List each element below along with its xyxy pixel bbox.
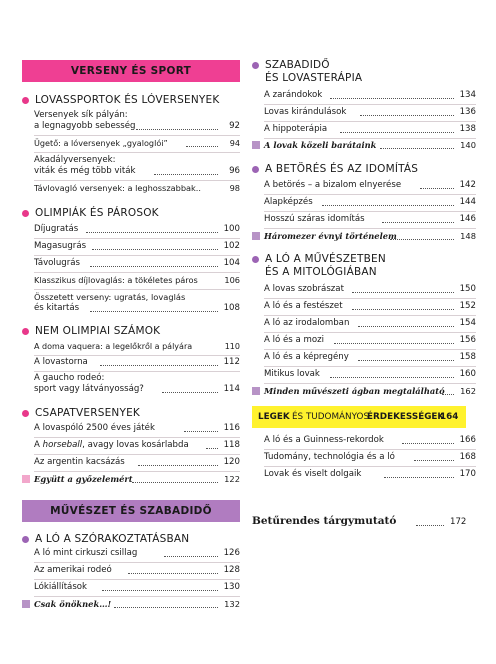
- toc-entry-150[interactable]: A lovas szobrászat 150: [264, 284, 476, 295]
- toc-entry-134[interactable]: A zarándokok 134: [264, 90, 476, 101]
- toc-entry-line: A gaucho rodeó:: [34, 373, 105, 383]
- toc-entry-128[interactable]: Az amerikai rodeó 128: [34, 565, 240, 576]
- bullet-icon: [22, 328, 29, 335]
- square-icon: [252, 141, 260, 149]
- toc-special-140[interactable]: A lovak közeli barátaink 140: [252, 140, 476, 151]
- bullet-icon: [252, 256, 259, 263]
- toc-entry-154[interactable]: A ló az irodalomban 154: [264, 318, 476, 329]
- section-banner-art: MŰVÉSZET ÉS SZABADIDŐ: [22, 500, 240, 522]
- toc-entry-158[interactable]: A ló és a képregény 158: [264, 352, 476, 363]
- toc-entry-160[interactable]: Mitikus lovak 160: [264, 369, 476, 380]
- toc-entry-96[interactable]: viták és még több viták 96: [34, 166, 240, 177]
- toc-entry-line: Akadályversenyek:: [34, 155, 116, 165]
- toc-entry-120[interactable]: Az argentin kacsázás 120: [34, 457, 240, 468]
- toc-entry-152[interactable]: A ló és a festészet 152: [264, 301, 476, 312]
- toc-entry-line: Versenyek sík pályán:: [34, 110, 128, 120]
- toc-entry-142[interactable]: A betörés – a bizalom elnyerése 142: [264, 180, 476, 191]
- square-icon: [252, 232, 260, 240]
- toc-entry-130[interactable]: Lókiállítások 130: [34, 582, 240, 593]
- toc-special-132[interactable]: Csak önöknek…! 132: [22, 599, 240, 610]
- toc-entry-170[interactable]: Lovak és viselt dolgaik 170: [264, 469, 476, 480]
- toc-entry-line: Összetett verseny: ugratás, lovaglás: [34, 292, 186, 302]
- toc-entry-168[interactable]: Tudomány, technológia és a ló 168: [264, 452, 476, 463]
- square-icon: [22, 600, 30, 608]
- bullet-icon: [22, 210, 29, 217]
- toc-entry-index[interactable]: Betűrendes tárgymutató 172: [252, 515, 476, 529]
- toc-entry-144[interactable]: Alapképzés 144: [264, 197, 476, 208]
- toc-entry-102[interactable]: Magasugrás 102: [34, 241, 240, 252]
- toc-entry-138[interactable]: A hippoterápia 138: [264, 124, 476, 135]
- toc-special-122[interactable]: Együtt a győzelemért 122: [22, 474, 240, 485]
- toc-entry-104[interactable]: Távolugrás 104: [34, 258, 240, 269]
- toc-entry-108[interactable]: és kitartás 108: [34, 303, 240, 314]
- toc-entry-94[interactable]: Ügető: a lóversenyek „gyaloglói” 94: [34, 138, 240, 149]
- toc-entry-106[interactable]: Klasszikus díjlovaglás: a tökéletes páros 106: [34, 275, 240, 285]
- section-banner-sport: VERSENY ÉS SPORT: [22, 60, 240, 82]
- toc-entry-126[interactable]: A ló mint cirkuszi csillag 126: [34, 548, 240, 559]
- toc-heading-szabadido[interactable]: SZABADIDŐ ÉS LOVASTERÁPIA: [252, 59, 476, 85]
- toc-entry-110[interactable]: A doma vaquera: a legelőkről a pályára 110: [34, 342, 240, 351]
- toc-special-148[interactable]: Háromezer évnyi történelem 148: [252, 231, 476, 242]
- square-icon: [22, 475, 30, 483]
- bullet-icon: [22, 536, 29, 543]
- bullet-icon: [252, 166, 259, 173]
- toc-entry-114[interactable]: sport vagy látványosság? 114: [34, 384, 240, 395]
- toc-entry-92[interactable]: a legnagyobb sebesség 92: [34, 121, 240, 132]
- toc-entry-112[interactable]: A lovastorna 112: [34, 357, 240, 368]
- toc-entry-116[interactable]: A lovaspóló 2500 éves játék 116: [34, 423, 240, 434]
- toc-heading-muveszet[interactable]: A LÓ A MŰVÉSZETBEN ÉS A MITOLÓGIÁBAN: [252, 253, 476, 279]
- toc-entry-156[interactable]: A ló és a mozi 156: [264, 335, 476, 346]
- bullet-icon: [252, 62, 259, 69]
- toc-entry-98[interactable]: Távlovagló versenyek: a leghosszabbak.. 98: [34, 183, 240, 193]
- toc-entry-136[interactable]: Lovas kirándulások 136: [264, 107, 476, 118]
- toc-entry-118[interactable]: A horseball, avagy lovas kosárlabda 118: [34, 440, 240, 451]
- toc-heading-legek[interactable]: LEGEK ÉS TUDOMÁNYOS ÉRDEKESSÉGEK 164: [252, 406, 466, 428]
- toc-entry-146[interactable]: Hosszú száras idomítás 146: [264, 214, 476, 225]
- bullet-icon: [22, 410, 29, 417]
- toc-entry-166[interactable]: A ló és a Guinness-rekordok 166: [264, 435, 476, 446]
- bullet-icon: [22, 97, 29, 104]
- toc-entry-100[interactable]: Díjugratás 100: [34, 224, 240, 235]
- toc-special-162[interactable]: Minden művészeti ágban megtalálható 162: [252, 386, 476, 397]
- square-icon: [252, 387, 260, 395]
